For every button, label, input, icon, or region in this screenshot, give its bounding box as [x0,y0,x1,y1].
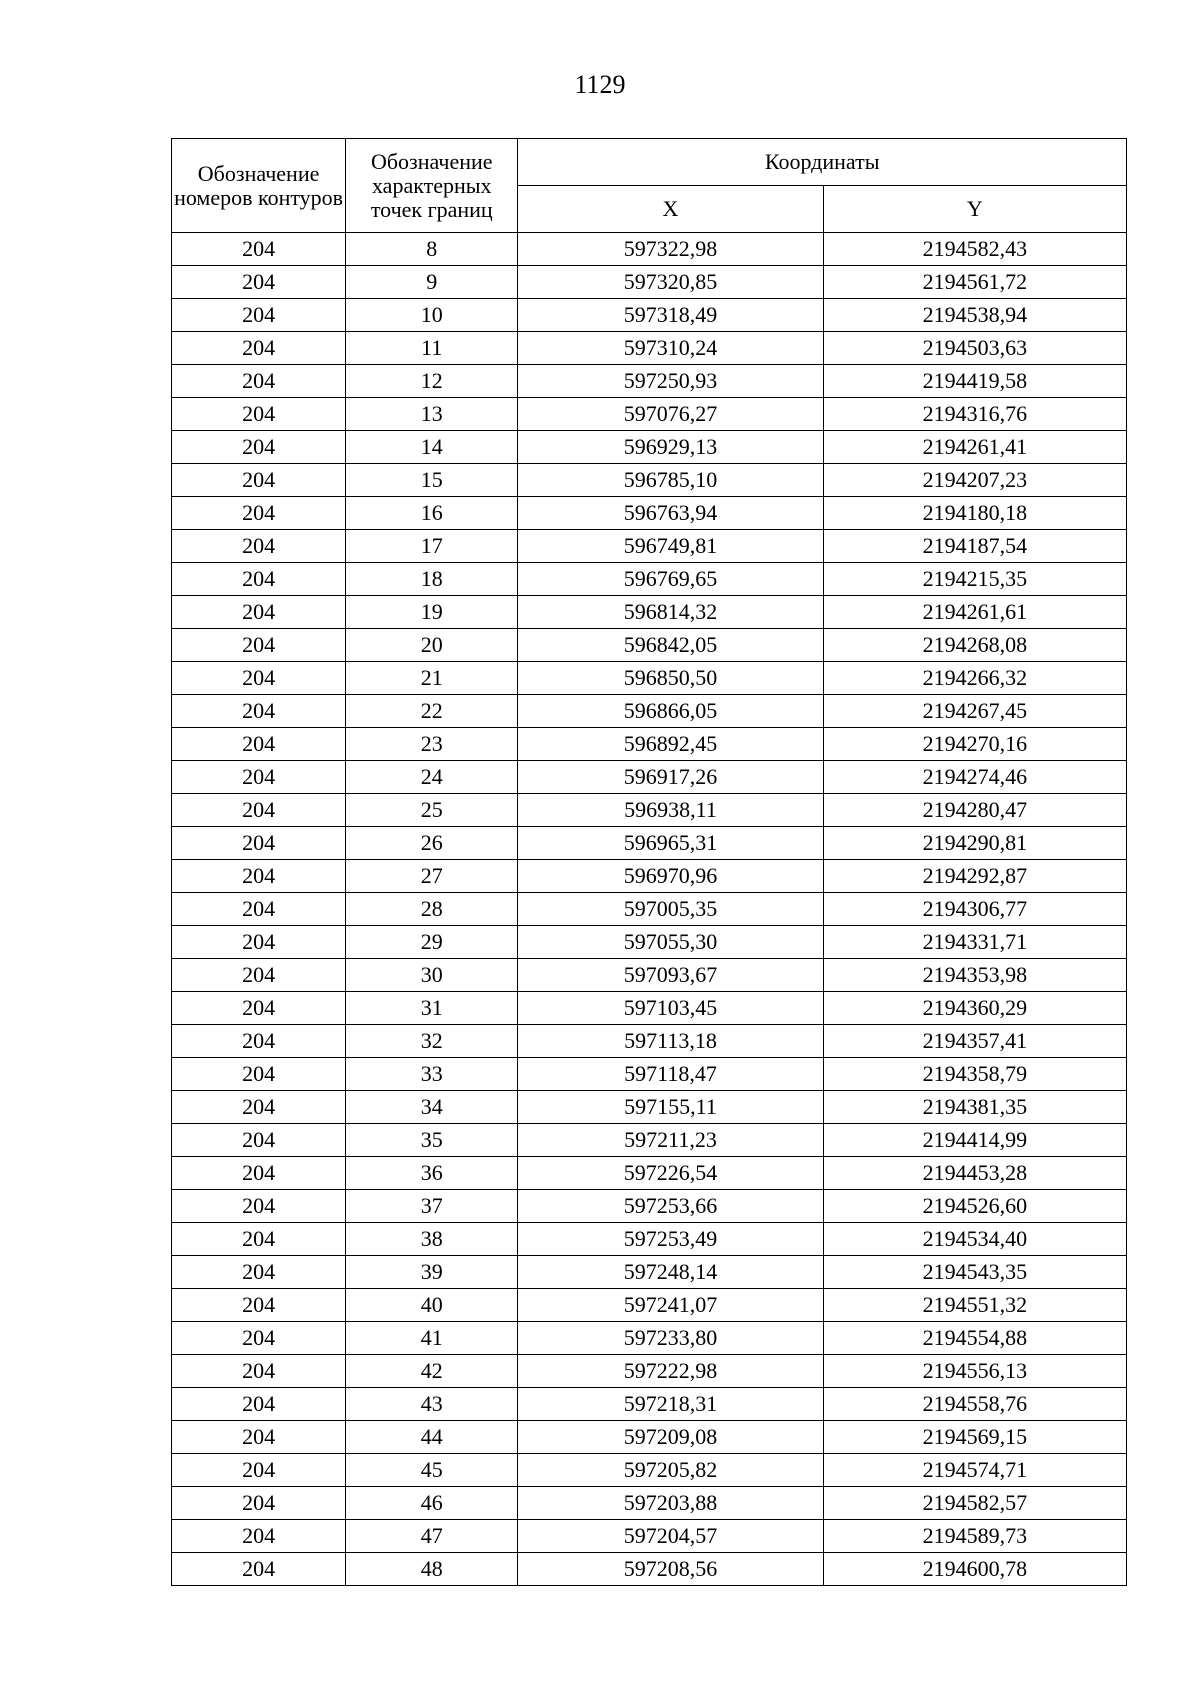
table-row [172,1322,1127,1355]
contour-number-cell: 204 [172,266,346,299]
point-number-cell: 25 [346,794,518,827]
contour-number-cell: 204 [172,497,346,530]
x-coordinate-cell: 597093,67 [518,959,823,992]
y-coordinate-cell: 2194180,18 [823,497,1126,530]
contour-number-cell: 204 [172,1289,346,1322]
table-row [172,728,1127,761]
point-number-cell: 43 [346,1388,518,1421]
table-row [172,1421,1127,1454]
y-coordinate-cell: 2194360,29 [823,992,1126,1025]
point-number-cell: 9 [346,266,518,299]
x-coordinate-cell: 597253,66 [518,1190,823,1223]
table-row [172,1190,1127,1223]
contour-number-cell: 204 [172,1124,346,1157]
x-coordinate-cell: 597203,88 [518,1487,823,1520]
contour-number-cell: 204 [172,1553,346,1586]
y-coordinate-cell: 2194306,77 [823,893,1126,926]
x-coordinate-cell: 597318,49 [518,299,823,332]
contour-number-cell: 204 [172,1388,346,1421]
x-coordinate-cell: 596749,81 [518,530,823,563]
y-coordinate-cell: 2194574,71 [823,1454,1126,1487]
contour-number-cell: 204 [172,860,346,893]
point-number-cell: 37 [346,1190,518,1223]
x-coordinate-cell: 596763,94 [518,497,823,530]
contour-number-cell: 204 [172,1520,346,1553]
y-coordinate-cell: 2194292,87 [823,860,1126,893]
x-coordinate-cell: 597250,93 [518,365,823,398]
point-number-cell: 46 [346,1487,518,1520]
table-row [172,1487,1127,1520]
table-row [172,431,1127,464]
point-number-cell: 31 [346,992,518,1025]
point-number-cell: 48 [346,1553,518,1586]
x-coordinate-cell: 596842,05 [518,629,823,662]
x-coordinate-cell: 597320,85 [518,266,823,299]
point-number-cell: 11 [346,332,518,365]
contour-number-cell: 204 [172,1058,346,1091]
contour-number-cell: 204 [172,827,346,860]
y-coordinate-cell: 2194268,08 [823,629,1126,662]
y-coordinate-cell: 2194600,78 [823,1553,1126,1586]
y-coordinate-cell: 2194419,58 [823,365,1126,398]
point-number-cell: 40 [346,1289,518,1322]
contour-number-cell: 204 [172,332,346,365]
y-coordinate-cell: 2194503,63 [823,332,1126,365]
x-coordinate-cell: 597222,98 [518,1355,823,1388]
point-number-cell: 34 [346,1091,518,1124]
y-coordinate-cell: 2194331,71 [823,926,1126,959]
x-coordinate-cell: 596769,65 [518,563,823,596]
coordinates-table [171,138,1127,1586]
point-number-cell: 15 [346,464,518,497]
contour-number-cell: 204 [172,926,346,959]
x-coordinate-cell: 597113,18 [518,1025,823,1058]
y-coordinate-cell: 2194453,28 [823,1157,1126,1190]
point-number-cell: 19 [346,596,518,629]
contour-number-cell: 204 [172,1091,346,1124]
contour-number-cell: 204 [172,662,346,695]
contour-number-cell: 204 [172,233,346,266]
table-row [172,365,1127,398]
contour-number-cell: 204 [172,1025,346,1058]
y-coordinate-cell: 2194215,35 [823,563,1126,596]
y-coordinate-cell: 2194261,61 [823,596,1126,629]
y-coordinate-cell: 2194414,99 [823,1124,1126,1157]
contour-number-cell: 204 [172,1256,346,1289]
point-number-cell: 14 [346,431,518,464]
contour-number-cell: 204 [172,1421,346,1454]
x-coordinate-cell: 597233,80 [518,1322,823,1355]
y-coordinate-cell: 2194381,35 [823,1091,1126,1124]
y-coordinate-cell: 2194187,54 [823,530,1126,563]
y-coordinate-cell: 2194267,45 [823,695,1126,728]
x-coordinate-cell: 597226,54 [518,1157,823,1190]
x-coordinate-cell: 596892,45 [518,728,823,761]
contour-number-cell: 204 [172,695,346,728]
point-number-cell: 36 [346,1157,518,1190]
contour-number-cell: 204 [172,1355,346,1388]
table-row [172,860,1127,893]
point-number-cell: 33 [346,1058,518,1091]
table-row [172,629,1127,662]
y-coordinate-cell: 2194274,46 [823,761,1126,794]
table-row [172,1157,1127,1190]
header-coordinates: Координаты [518,139,1127,186]
contour-number-cell: 204 [172,893,346,926]
x-coordinate-cell: 596917,26 [518,761,823,794]
y-coordinate-cell: 2194543,35 [823,1256,1126,1289]
table-row [172,1355,1127,1388]
table-row [172,464,1127,497]
y-coordinate-cell: 2194526,60 [823,1190,1126,1223]
x-coordinate-cell: 597322,98 [518,233,823,266]
point-number-cell: 20 [346,629,518,662]
table-body [172,233,1127,1586]
x-coordinate-cell: 596850,50 [518,662,823,695]
x-coordinate-cell: 597055,30 [518,926,823,959]
header-contour-number: Обозначение номеров контуров [172,139,346,233]
y-coordinate-cell: 2194561,72 [823,266,1126,299]
point-number-cell: 30 [346,959,518,992]
table-row [172,827,1127,860]
y-coordinate-cell: 2194538,94 [823,299,1126,332]
contour-number-cell: 204 [172,596,346,629]
contour-number-cell: 204 [172,1322,346,1355]
x-coordinate-cell: 597211,23 [518,1124,823,1157]
y-coordinate-cell: 2194357,41 [823,1025,1126,1058]
y-coordinate-cell: 2194290,81 [823,827,1126,860]
table-row [172,299,1127,332]
x-coordinate-cell: 596929,13 [518,431,823,464]
y-coordinate-cell: 2194554,88 [823,1322,1126,1355]
contour-number-cell: 204 [172,1223,346,1256]
point-number-cell: 13 [346,398,518,431]
point-number-cell: 28 [346,893,518,926]
point-number-cell: 23 [346,728,518,761]
table-row [172,1289,1127,1322]
header-x: X [518,186,823,233]
y-coordinate-cell: 2194353,98 [823,959,1126,992]
table-row [172,1124,1127,1157]
x-coordinate-cell: 597118,47 [518,1058,823,1091]
table-row [172,266,1127,299]
x-coordinate-cell: 597241,07 [518,1289,823,1322]
contour-number-cell: 204 [172,959,346,992]
y-coordinate-cell: 2194358,79 [823,1058,1126,1091]
x-coordinate-cell: 597310,24 [518,332,823,365]
contour-number-cell: 204 [172,299,346,332]
point-number-cell: 18 [346,563,518,596]
x-coordinate-cell: 597204,57 [518,1520,823,1553]
contour-number-cell: 204 [172,398,346,431]
table-row [172,1520,1127,1553]
contour-number-cell: 204 [172,794,346,827]
table-row [172,1454,1127,1487]
x-coordinate-cell: 597205,82 [518,1454,823,1487]
contour-number-cell: 204 [172,728,346,761]
table-header [172,139,1127,233]
contour-number-cell: 204 [172,992,346,1025]
y-coordinate-cell: 2194270,16 [823,728,1126,761]
table-row [172,926,1127,959]
x-coordinate-cell: 597155,11 [518,1091,823,1124]
point-number-cell: 42 [346,1355,518,1388]
y-coordinate-cell: 2194534,40 [823,1223,1126,1256]
table-row [172,398,1127,431]
point-number-cell: 10 [346,299,518,332]
table-row [172,662,1127,695]
point-number-cell: 29 [346,926,518,959]
x-coordinate-cell: 597208,56 [518,1553,823,1586]
table-row [172,893,1127,926]
point-number-cell: 35 [346,1124,518,1157]
table-row [172,530,1127,563]
x-coordinate-cell: 597248,14 [518,1256,823,1289]
table-row [172,794,1127,827]
point-number-cell: 16 [346,497,518,530]
y-coordinate-cell: 2194551,32 [823,1289,1126,1322]
table-row [172,1388,1127,1421]
y-coordinate-cell: 2194556,13 [823,1355,1126,1388]
header-y: Y [823,186,1126,233]
point-number-cell: 32 [346,1025,518,1058]
header-boundary-point: Обозначение характерных точек границ [346,139,518,233]
table-row [172,332,1127,365]
table-row [172,1091,1127,1124]
point-number-cell: 8 [346,233,518,266]
contour-number-cell: 204 [172,761,346,794]
y-coordinate-cell: 2194558,76 [823,1388,1126,1421]
point-number-cell: 22 [346,695,518,728]
contour-number-cell: 204 [172,1454,346,1487]
table-row [172,1058,1127,1091]
x-coordinate-cell: 596938,11 [518,794,823,827]
y-coordinate-cell: 2194582,43 [823,233,1126,266]
y-coordinate-cell: 2194589,73 [823,1520,1126,1553]
table-row [172,1223,1127,1256]
point-number-cell: 17 [346,530,518,563]
y-coordinate-cell: 2194582,57 [823,1487,1126,1520]
table-row [172,1025,1127,1058]
point-number-cell: 44 [346,1421,518,1454]
contour-number-cell: 204 [172,1487,346,1520]
contour-number-cell: 204 [172,530,346,563]
table-row [172,959,1127,992]
table-row [172,1553,1127,1586]
table-row [172,563,1127,596]
point-number-cell: 41 [346,1322,518,1355]
table-row [172,233,1127,266]
y-coordinate-cell: 2194266,32 [823,662,1126,695]
x-coordinate-cell: 597209,08 [518,1421,823,1454]
point-number-cell: 38 [346,1223,518,1256]
x-coordinate-cell: 596814,32 [518,596,823,629]
y-coordinate-cell: 2194207,23 [823,464,1126,497]
table-row [172,596,1127,629]
contour-number-cell: 204 [172,563,346,596]
point-number-cell: 45 [346,1454,518,1487]
x-coordinate-cell: 597076,27 [518,398,823,431]
y-coordinate-cell: 2194569,15 [823,1421,1126,1454]
point-number-cell: 21 [346,662,518,695]
point-number-cell: 24 [346,761,518,794]
contour-number-cell: 204 [172,629,346,662]
table-row [172,761,1127,794]
table-row [172,1256,1127,1289]
x-coordinate-cell: 596970,96 [518,860,823,893]
contour-number-cell: 204 [172,1190,346,1223]
contour-number-cell: 204 [172,1157,346,1190]
contour-number-cell: 204 [172,431,346,464]
x-coordinate-cell: 597218,31 [518,1388,823,1421]
y-coordinate-cell: 2194316,76 [823,398,1126,431]
contour-number-cell: 204 [172,464,346,497]
contour-number-cell: 204 [172,365,346,398]
point-number-cell: 39 [346,1256,518,1289]
x-coordinate-cell: 596785,10 [518,464,823,497]
point-number-cell: 47 [346,1520,518,1553]
table-row [172,695,1127,728]
table-row [172,497,1127,530]
x-coordinate-cell: 597005,35 [518,893,823,926]
y-coordinate-cell: 2194280,47 [823,794,1126,827]
page-number: 1129 [574,70,626,99]
y-coordinate-cell: 2194261,41 [823,431,1126,464]
point-number-cell: 12 [346,365,518,398]
point-number-cell: 26 [346,827,518,860]
x-coordinate-cell: 596866,05 [518,695,823,728]
table-row [172,992,1127,1025]
x-coordinate-cell: 597103,45 [518,992,823,1025]
point-number-cell: 27 [346,860,518,893]
x-coordinate-cell: 597253,49 [518,1223,823,1256]
x-coordinate-cell: 596965,31 [518,827,823,860]
